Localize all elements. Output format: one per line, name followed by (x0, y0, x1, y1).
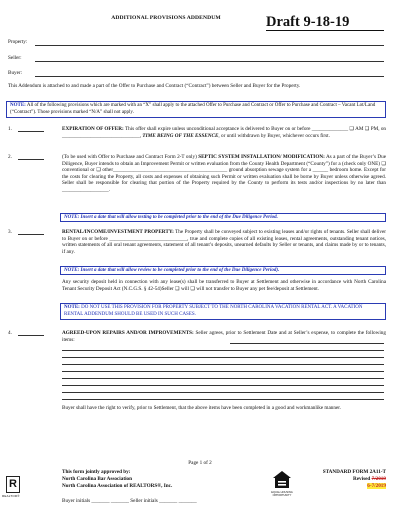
note-box-provisions (6, 101, 386, 118)
revised-old-date: 7/2019 (371, 476, 386, 482)
repairs-line[interactable] (62, 350, 384, 351)
equal-housing-icon (272, 470, 292, 490)
repairs-line[interactable] (62, 371, 384, 372)
provision-rental (8, 229, 386, 263)
provision-number: 1. (8, 126, 12, 132)
addendum-title: ADDITIONAL PROVISIONS ADDENDUM (111, 15, 221, 21)
draft-label: Draft 9-18-19 (266, 15, 384, 31)
seller-line[interactable] (35, 61, 384, 62)
provision-text: (To be used with Offer to Purchase and Contract Form 2-T only) SEPTIC SYSTEM INSTALLATION/ MODIFICATION: As a part of the Buyer’s Due Diligence, Buyer intends to obtain an Improvement Permit or written evaluation from the County Health Department (“County”) for a (check only ONE) ❑ conventional or ❑ other____________________________________________ ground absorption sewage system for a ______ bedroom home. Except for the costs for clearing the Property, all costs and expenses of obtaining such Permit or written evaluation shall be borne by Buyer unless otherwise agreed. Seller shall be responsible for clearing that portion of the Property required by the County to perform its tests and/or inspections by no later than __________________. (62, 154, 386, 193)
provision-septic (8, 154, 386, 210)
repairs-line[interactable] (62, 378, 384, 379)
provision-heading: SEPTIC SYSTEM INSTALLATION/ MODIFICATION: (198, 154, 325, 160)
buyer-line[interactable] (35, 76, 384, 77)
bar-association-text: North Carolina Bar Association (62, 476, 132, 482)
provision-heading: AGREED-UPON REPAIRS AND/OR IMPROVEMENTS: (62, 330, 194, 336)
repairs-line[interactable] (230, 343, 384, 344)
time-essence-text: TIME BEING OF THE ESSENCE (142, 132, 219, 139)
repairs-line[interactable] (62, 385, 384, 386)
realtor-logo-letter: R (9, 478, 17, 490)
provision-number: 2. (8, 154, 12, 160)
note-box-review (60, 266, 386, 275)
provision-mark-blank[interactable] (18, 159, 44, 160)
note-review-text: NOTE: Insert a date that will allow review to be completed prior to the end of the Due Diligence Period). (64, 268, 280, 273)
equal-housing-caption: EQUAL HOUSING OPPORTUNITY (271, 491, 293, 497)
seller-field[interactable] (8, 55, 384, 63)
approved-by-text: This form jointly approved by: (62, 469, 131, 475)
initials-line[interactable]: Buyer initials _______ _______ Seller initials _______ _______ (62, 498, 197, 504)
property-field[interactable] (8, 39, 384, 47)
provision-deposit-text: Any security deposit held in connection with any lease(s) shall be transferred to Buyer at Settlement and otherwise in accordance with North Carolina Tenant Security Deposit Act (N.C.G.S. § 42-54)Seller ❑ will ❑ will not transfer to Buyer any pet fee/deposit at Settlement. (62, 279, 386, 292)
provision-text: RENTAL/INCOME/INVESTMENT PROPERTY: The Property shall be conveyed subject to existing leases and/or rights of tenants. Seller shall deliver to Buyer on or before ______________________________, true and complete copies of all existing leases, rental agreements, outstanding tenant notices, written statements of all oral tenant agreements, statement of all tenant’s deposits, unearned defaults by Seller or tenants, and claims made by or to tenants, if any. (62, 229, 386, 255)
repairs-line[interactable] (62, 357, 384, 358)
provision-text: AGREED-UPON REPAIRS AND/OR IMPROVEMENTS: Seller agrees, prior to Settlement Date and at Seller’s expense, to complete the following items: (62, 330, 386, 343)
provision-mark-blank[interactable] (18, 131, 44, 132)
note-provisions-text: All of the following provisions which are marked with an “X” shall apply to the attached Offer to Purchase and Contract or Offer to Purchase and Contract – Vacant Lot/Land (“Contract”). Those provisions marked “N/A” shall not apply. (10, 103, 376, 115)
provision-security-deposit (8, 279, 386, 301)
provision-expiration (8, 126, 386, 142)
standard-form-label: STANDARD FORM 2A11-T (322, 469, 386, 475)
provision-heading: RENTAL/INCOME/INVESTMENT PROPERTY: (62, 229, 174, 235)
note-box-due-diligence (60, 213, 386, 222)
provision-heading: EXPIRATION OF OFFER: (62, 126, 124, 132)
property-line[interactable] (35, 45, 384, 46)
form-identifier (323, 469, 386, 490)
provision-text: EXPIRATION OF OFFER: This offer shall expire unless unconditional acceptance is delivered to Buyer on or before ______________ ❑ AM ❑ PM, on ______________________________, TIME BEING OF THE ESSENCE, or until withdrawn by Buyer, whichever occurs first. (62, 126, 387, 139)
repairs-line[interactable] (62, 364, 384, 365)
property-label: Property: (8, 39, 28, 45)
realtor-logo-icon (6, 476, 20, 493)
approval-block (62, 469, 172, 490)
buyer-verify-paragraph: Buyer shall have the right to verify, prior to Settlement, that the above items have been completed in a good and workmanlike manner. (62, 405, 341, 411)
note-label: NOTE: (64, 305, 80, 310)
note-vacation-text: DO NOT USE THIS PROVISION FOR PROPERTY SUBJECT TO THE NORTH CAROLINA VACATION RENTAL ACT. A VACATION RENTAL ADDENDUM SHOULD BE USED IN SUCH CASES. (64, 305, 363, 317)
revised-new-date: 6-7/2019 (367, 483, 386, 489)
buyer-field[interactable] (8, 70, 384, 78)
provision-number: 3. (8, 229, 12, 235)
realtor-caption: REALTOR® (2, 494, 20, 498)
buyer-label: Buyer: (8, 70, 23, 76)
seller-label: Seller: (8, 55, 22, 61)
intro-paragraph: This Addendum is attached to and made a part of the Offer to Purchase and Contract (“Contract”) between Seller and Buyer for the Property. (8, 83, 301, 89)
provision-number: 4. (8, 330, 12, 336)
note-label: NOTE: (10, 103, 26, 108)
realtors-association-text: North Carolina Association of REALTORS®, Inc. (62, 483, 173, 489)
repairs-line[interactable] (62, 392, 384, 393)
repairs-line[interactable] (62, 399, 384, 400)
note-due-diligence-text: NOTE: Insert a date that will allow testing to be completed prior to the end of the Due Diligence Period. (64, 215, 278, 220)
page-number: Page 1 of 2 (188, 460, 212, 466)
revised-line: Revised 7/2019 (352, 476, 386, 482)
note-box-vacation-rental (60, 303, 386, 320)
provision-mark-blank[interactable] (18, 234, 44, 235)
provision-mark-blank[interactable] (18, 335, 44, 336)
